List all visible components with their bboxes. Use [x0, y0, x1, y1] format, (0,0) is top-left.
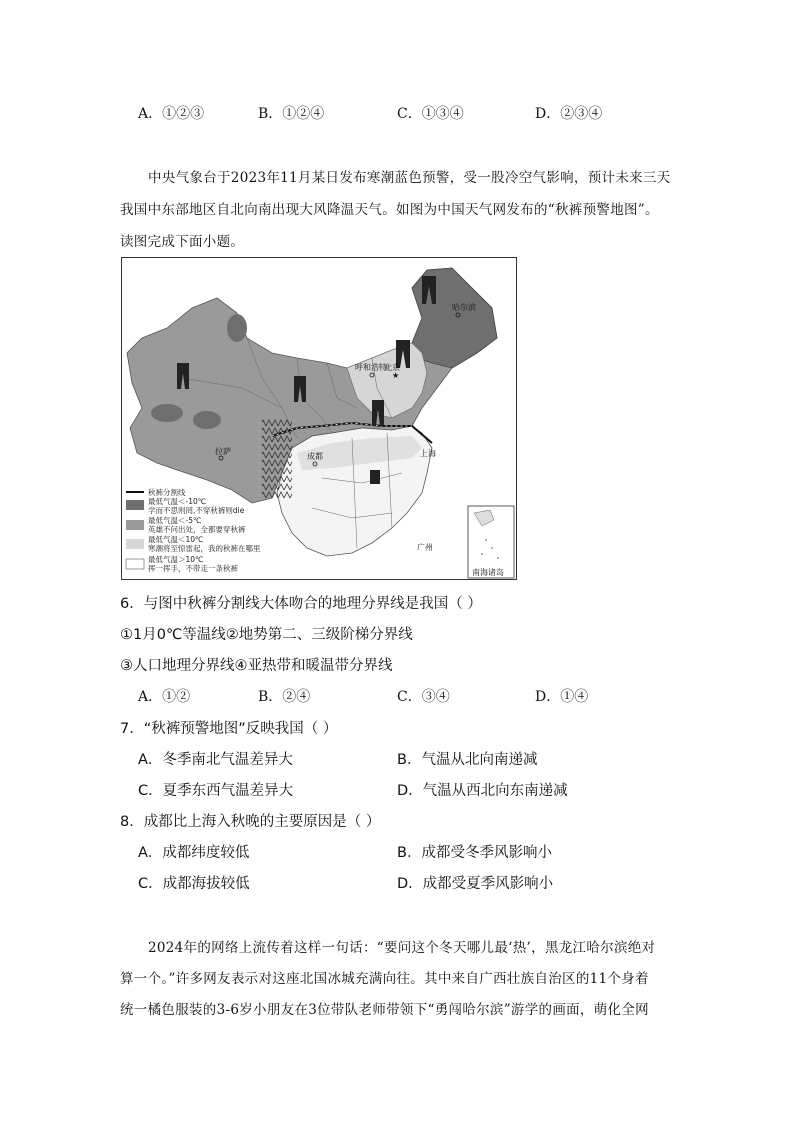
- q7-stem: 7．“秋裤预警地图”反映我国（ ）: [120, 721, 338, 737]
- q6-option-b: B．②④: [258, 689, 311, 705]
- svg-text:学而不思则罔,不穿秋裤则die: 学而不思则罔,不穿秋裤则die: [148, 506, 245, 515]
- city-harbin: 哈尔滨: [452, 303, 476, 312]
- option-a: A．①②③: [138, 106, 205, 122]
- passage-line-3: 统一橘色服装的3-6岁小朋友在3位带队老师带领下“勇闯哈尔滨”游学的画面，萌化全网: [120, 1002, 649, 1018]
- city-chengdu: 成都: [307, 452, 323, 461]
- svg-text:秋裤分割线: 秋裤分割线: [148, 488, 186, 497]
- pants-icon: [370, 470, 380, 484]
- intro-line-1: 中央气象台于2023年11月某日发布寒潮蓝色预警，受一股冷空气影响，预计未来三天: [148, 170, 671, 186]
- intro-line-2: 我国中东部地区自北向南出现大风降温天气。如图为中国天气网发布的“秋裤预警地图”。: [120, 202, 659, 218]
- q6-option-a: A．①②: [138, 689, 191, 705]
- svg-text:最低气温＞10℃: 最低气温＞10℃: [148, 555, 204, 564]
- q8-stem: 8．成都比上海入秋晚的主要原因是（ ）: [120, 814, 381, 830]
- q7-option-c: C．夏季东西气温差异大: [138, 783, 294, 799]
- svg-text:挥一挥手，不带走一条秋裤: 挥一挥手，不带走一条秋裤: [148, 564, 238, 573]
- trousers-warning-map: [121, 257, 517, 580]
- svg-text:寒潮将至惊雷起，我的秋裤在哪里: 寒潮将至惊雷起，我的秋裤在哪里: [148, 544, 261, 553]
- svg-text:英雄不问出处，全都要穿秋裤: 英雄不问出处，全都要穿秋裤: [148, 525, 246, 534]
- q6-statement-1: ①1月0℃等温线②地势第二、三级阶梯分界线: [120, 627, 413, 643]
- option-d: D．②③④: [535, 106, 603, 122]
- svg-text:最低气温＜-10℃: 最低气温＜-10℃: [148, 497, 207, 506]
- q6-statement-2: ③人口地理分界线④亚热带和暖温带分界线: [120, 658, 393, 674]
- map-svg: [122, 258, 516, 579]
- svg-text:最低气温＜-5℃: 最低气温＜-5℃: [148, 516, 202, 525]
- city-hohhot: 呼和浩特: [355, 363, 387, 372]
- intro-line-3: 读图完成下面小题。: [120, 234, 245, 250]
- q7-option-a: A．冬季南北气温差异大: [138, 752, 293, 768]
- option-b: B．①②④: [258, 106, 325, 122]
- passage-line-1: 2024年的网络上流传着这样一句话：“要问这个冬天哪儿最‘热’，黑龙江哈尔滨绝对: [148, 940, 656, 956]
- city-beijing-star: ★: [392, 371, 400, 380]
- city-guangzhou: 广州: [417, 543, 433, 552]
- q7-option-b: B．气温从北向南递减: [397, 752, 538, 768]
- q8-option-c: C．成都海拔较低: [138, 876, 250, 892]
- q8-option-b: B．成都受冬季风影响小: [397, 845, 552, 861]
- inset-label: 南海诸岛: [472, 568, 504, 577]
- q8-option-a: A．成都纬度较低: [138, 845, 250, 861]
- svg-text:最低气温＜10℃: 最低气温＜10℃: [148, 535, 204, 544]
- q8-option-d: D．成都受夏季风影响小: [397, 876, 554, 892]
- map-legend: [126, 487, 261, 574]
- q6-stem: 6．与图中秋裤分割线大体吻合的地理分界线是我国（ ）: [120, 596, 482, 612]
- passage-line-2: 算一个。”许多网友表示对这座北国冰城充满向往。其中来自广西壮族自治区的11个身着: [120, 971, 649, 987]
- city-lhasa: 拉萨: [215, 447, 231, 456]
- city-beijing: 北京: [384, 363, 400, 372]
- q6-option-d: D．①④: [535, 689, 589, 705]
- q6-option-c: C．③④: [397, 689, 450, 705]
- city-shanghai: 上海: [420, 449, 436, 458]
- option-c: C．①③④: [397, 106, 464, 122]
- q7-option-d: D．气温从西北向东南递减: [397, 783, 568, 799]
